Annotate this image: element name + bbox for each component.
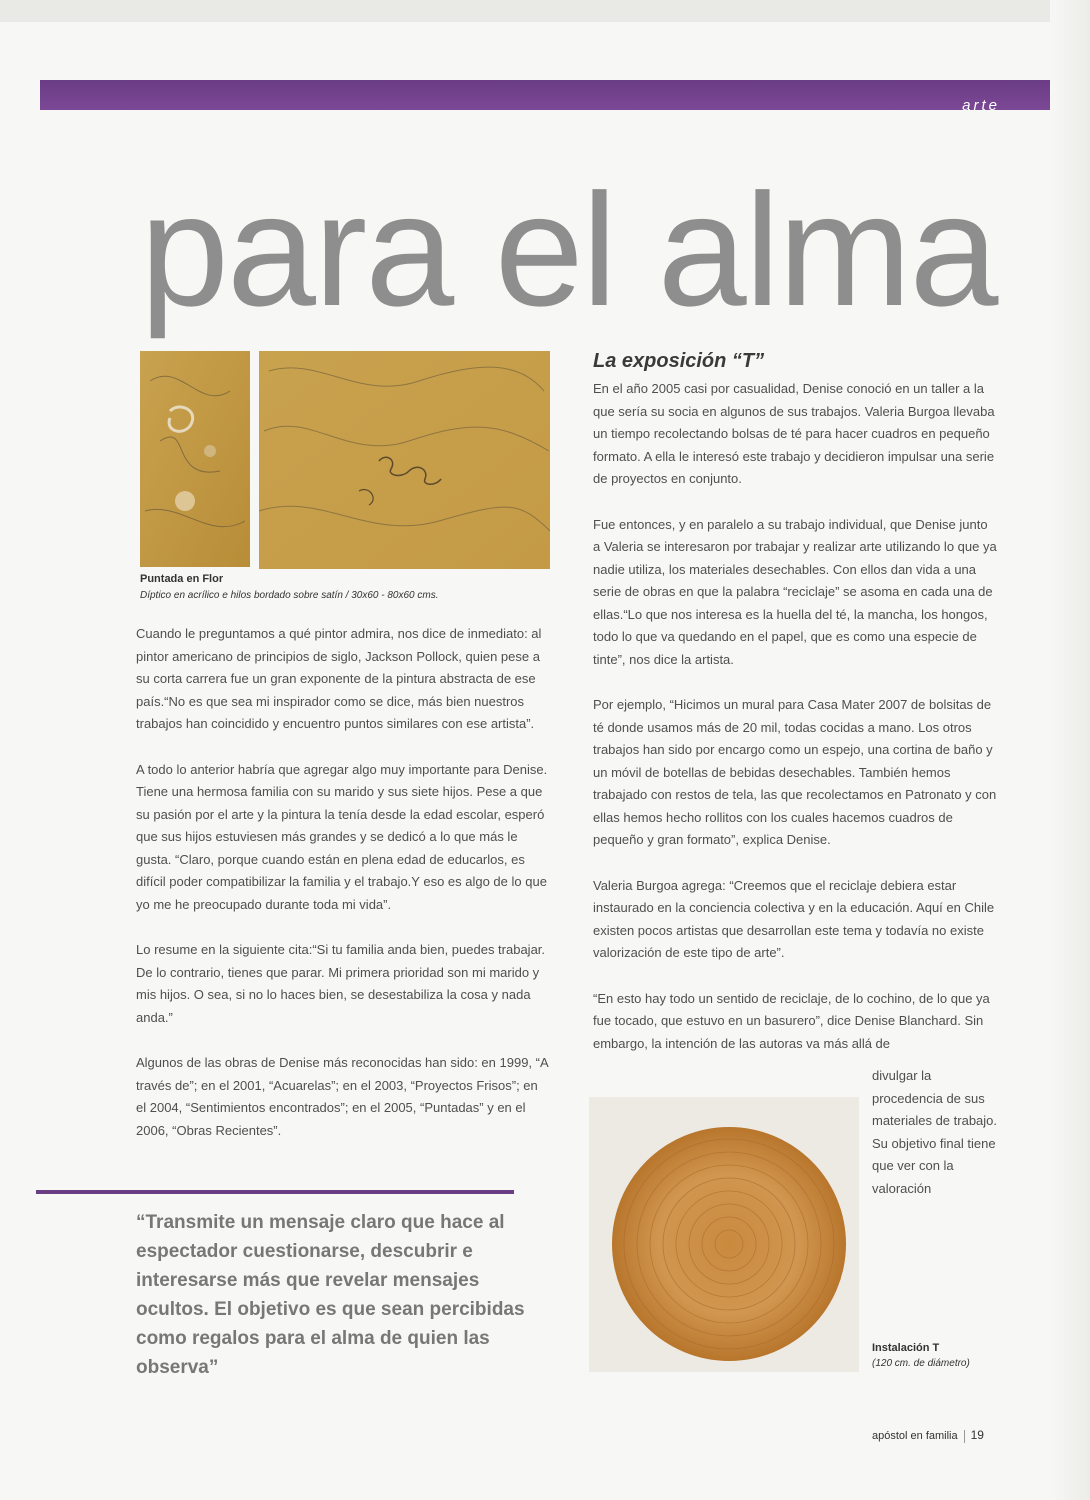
pull-quote: “Transmite un mensaje claro que hace al espectador cuestionarse, descubrir e interesarse más que revelar mensajes ocultos. El objetivo es que sean percibidas como regalos para el alma de quien las observa” (136, 1212, 525, 1378)
publication-name: apóstol en familia (872, 1430, 958, 1442)
body-paragraph: Por ejemplo, “Hicimos un mural para Casa Mater 2007 de bolsitas de té donde usamos más de 20 mil, todas cocidas a mano. Los otros trabajos han sido por encargo como un espejo, una cortina de baño y un móvil de botellas de bebidas desechables. También hemos trabajado con restos de tela, las que recolectamos en Patronato y con ellas hemos hecho rollitos con los cuales hacemos cuadros de pequeño y gran formato”, explica Denise. (593, 697, 997, 847)
page-footer (872, 1428, 984, 1443)
left-column (136, 623, 548, 1165)
scan-top-edge (0, 0, 1090, 22)
section-band (40, 80, 1050, 110)
figure-caption-subtitle: Díptico en acrílico e hilos bordado sobre satín / 30x60 - 80x60 cms. (140, 590, 439, 601)
body-paragraph: Algunos de las obras de Denise más reconocidas han sido: en 1999, “A través de”; en el 2001, “Acuarelas”; en el 2003, “Proyectos Frisos”; en el 2004, “Sentimientos encontrados”; en el 2005, “Puntadas” y en el 2006, “Obras Recientes”. (136, 1055, 548, 1138)
page-number: 19 (970, 1428, 984, 1442)
body-paragraph: “En esto hay todo un sentido de reciclaje, de lo cochino, de lo que ya fue tocado, que estuvo en un basurero”, dice Denise Blanchard. Sin embargo, la intención de las autoras va más allá de (593, 990, 990, 1051)
quote-divider (36, 1190, 514, 1194)
subheading: La exposición “T” (593, 350, 765, 372)
figure-caption-subtitle: (120 cm. de diámetro) (872, 1358, 970, 1369)
footer-separator (964, 1430, 965, 1443)
wrapped-text: divulgar la procedencia de sus materiales de trabajo. Su objetivo final tiene que ver con la valoración (872, 1068, 998, 1196)
artwork-image-right (259, 351, 550, 569)
headline: para el alma (140, 160, 997, 339)
installation-image (589, 1097, 859, 1372)
body-paragraph: A todo lo anterior habría que agregar algo muy importante para Denise. Tiene una hermosa familia con su marido y sus siete hijos. Pese a que su pasión por el arte y la pintura la tenía desde la edad escolar, esperó que sus hijos estuviesen más grandes y se dedicó a lo que más le gusta. “Claro, porque cuando están en plena edad de educarlos, es difícil poder compatibilizar la familia y el trabajo.Y eso es algo de lo que yo me he preocupado durante toda mi vida”. (136, 761, 548, 912)
scan-right-edge (1050, 0, 1090, 1500)
figure-caption-title: Instalación T (872, 1342, 940, 1354)
body-paragraph: Cuando le preguntamos a qué pintor admira, nos dice de inmediato: al pintor americano de principios de siglo, Jackson Pollock, quien pese a su corta carrera fue un gran exponente de la pintura abstracta de ese país.“No es que sea mi inspirador como se dice, más bien nuestros trabajos han coincidido y encuentro puntos similares con ese artista”. (136, 626, 542, 731)
body-paragraph: En el año 2005 casi por casualidad, Denise conoció en un taller a la que sería su socia en algunos de sus trabajos. Valeria Burgoa llevaba un tiempo recolectando bolsas de té para hacer cuadros en pequeño formato. A ella le interesó este trabajo y decidieron impulsar una serie de proyectos en conjunto. (593, 381, 995, 486)
figure-caption-title: Puntada en Flor (140, 573, 224, 585)
artwork-image-left (140, 351, 250, 567)
section-label: arte (962, 97, 1000, 114)
body-paragraph: Valeria Burgoa agrega: “Creemos que el reciclaje debiera estar instaurado en la conciencia colectiva y en la educación. Aquí en Chile existen pocos artistas que desarrollan este tema y todavía no existe valorización de este tipo de arte”. (593, 877, 995, 960)
body-paragraph: Lo resume en la siguiente cita:“Si tu familia anda bien, puedes trabajar. De lo contrario, tienes que parar. Mi primera prioridad son mi marido y mis hijos. O sea, si no lo haces bien, se desestabiliza la cosa y nada anda.” (136, 942, 546, 1025)
body-paragraph: Fue entonces, y en paralelo a su trabajo individual, que Denise junto a Valeria se interesaron por trabajar y realizar arte utilizando lo que ya nadie utiliza, los materiales desechables. Con ellos dan vida a una serie de obras en que la palabra “reciclaje” se asoma en cada una de ellas.“Lo que nos interesa es la huella del té, la mancha, los hongos, todo lo que va quedando en el papel, que es como una especie de tinte”, nos dice la artista. (593, 516, 997, 667)
right-column (593, 378, 997, 1078)
